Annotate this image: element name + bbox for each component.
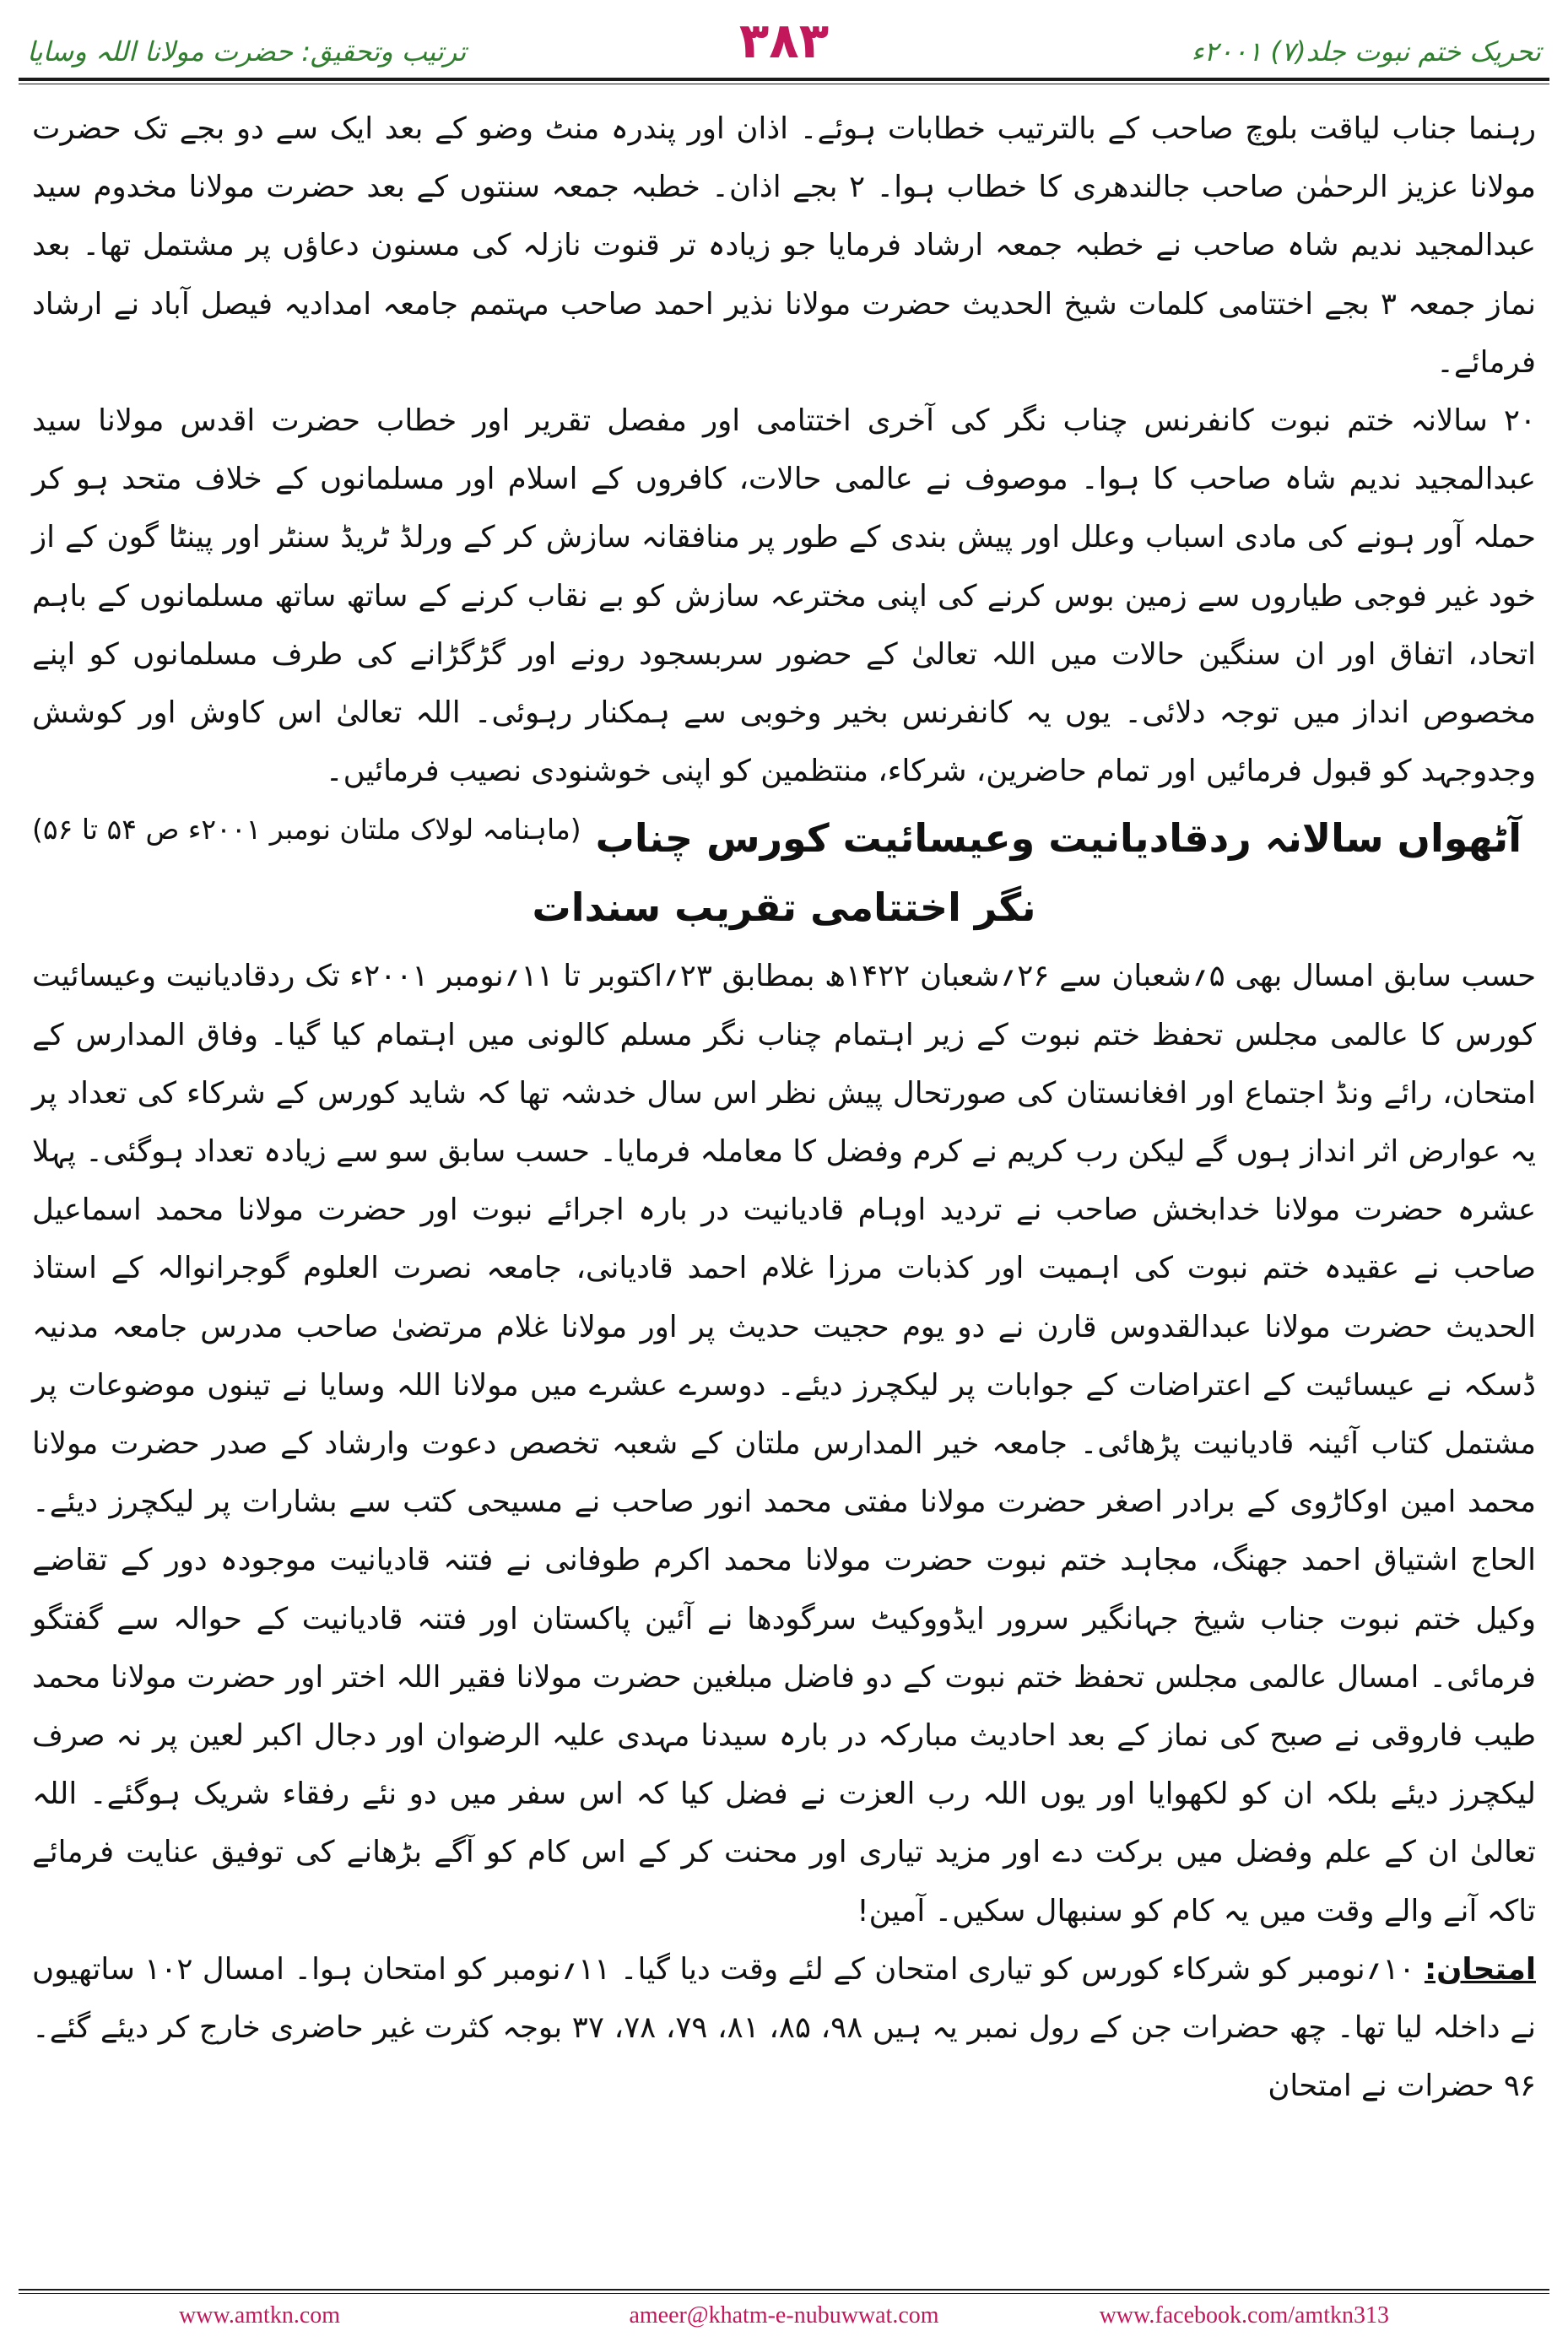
header-compiler-credit: ترتیب وتحقیق: حضرت مولانا اللہ وسایا [27,35,467,68]
footer-divider [19,2289,1549,2291]
facebook-link[interactable]: www.facebook.com/amtkn313 [1099,2302,1389,2328]
page-footer [19,2297,1549,2336]
page-body [32,100,1536,2116]
exam-label: امتحان: [1424,1951,1536,1987]
exam-paragraph [32,1940,1536,2116]
paragraph-text: ۲۰ سالانہ ختم نبوت کانفرنس چناب نگر کی آخری اختتامی اور مفصل تقریر اور خطاب حضرت اقدس مولانا سید عبدالمجید ندیم شاہ صاحب کا ہوا۔ موصوف نے عالمی حالات، کافروں کے اسلام اور مسلمانوں کے خلاف متحد ہو کر حملہ آور ہونے کی مادی اسباب وعلل اور پیش بندی کے طور پر منافقانہ سازش کر کے ورلڈ ٹریڈ سنٹر اور پینٹا گون کے از خود غیر فوجی طیاروں سے زمین بوس کرنے کی اپنی مخترعہ سازش کو بے نقاب کرنے کے ساتھ ساتھ مسلمانوں کے باہم اتحاد، اتفاق اور ان سنگین حالات میں اللہ تعالیٰ کے حضور سربسجود رونے اور گڑگڑانے کی طرف مسلمانوں کو اپنے مخصوص انداز میں توجہ دلائی۔ یوں یہ کانفرنس بخیر وخوبی سے ہمکنار رہوئی۔ اللہ تعالیٰ اس کاوش اور کوشش وجدوجہد کو قبول فرمائیں اور تمام حاضرین، شرکاء، منتظمین کو اپنی خوشنودی نصیب فرمائیں۔ [32,403,1536,789]
source-citation: (ماہنامہ لولاک ملتان نومبر ۲۰۰۱ء ص ۵۴ تا ۵۶) [32,813,581,846]
body-paragraph [32,392,1536,846]
footer-divider-thin [19,2293,1549,2294]
header-divider [19,78,1549,81]
body-paragraph: حسب سابق امسال بھی ۵؍شعبان سے ۲۶؍شعبان ۱۴۲۲ھ بمطابق ۲۳؍اکتوبر تا ۱۱؍نومبر ۲۰۰۱ء تک ردقادیانیت وعیسائیت کورس کا عالمی مجلس تحفظ ختم نبوت کے زیر اہتمام چناب نگر مسلم کالونی میں اہتمام کیا گیا۔ وفاق المدارس کے امتحان، رائے ونڈ اجتماع اور افغانستان کی صورتحال پیش نظر اس سال خدشہ تھا کہ شاید کورس کے شرکاء کی تعداد پر یہ عوارض اثر انداز ہوں گے لیکن رب کریم نے کرم وفضل کا معاملہ فرمایا۔ حسب سابق سو سے زیادہ تعداد ہوگئی۔ پہلا عشرہ حضرت مولانا خدابخش صاحب نے تردید اوہام قادیانیت در بارہ اجرائے نبوت اور حضرت مولانا محمد اسماعیل صاحب نے عقیدہ ختم نبوت کی اہمیت اور کذبات مرزا غلام احمد قادیانی، جامعہ نصرت العلوم گوجرانوالہ کے استاذ الحدیث حضرت مولانا عبدالقدوس قارن نے دو یوم حجیت حدیث پر اور مولانا غلام مرتضیٰ صاحب مدرس جامعہ مدنیہ ڈسکہ نے عیسائیت کے اعتراضات کے جوابات پر لیکچرز دیئے۔ دوسرے عشرے میں مولانا اللہ وسایا نے تینوں موضوعات پر مشتمل کتاب آئینہ قادیانیت پڑھائی۔ جامعہ خیر المدارس ملتان کے شعبہ تخصص دعوت وارشاد کے صدر حضرت مولانا محمد امین اوکاڑوی کے برادر اصغر حضرت مولانا مفتی محمد انور صاحب نے مسیحی کتب سے بشارات پر لیکچرز دیئے۔ الحاج اشتیاق احمد جھنگ، مجاہد ختم نبوت حضرت مولانا محمد اکرم طوفانی نے فتنہ قادیانیت موجودہ دور کے تقاضے وکیل ختم نبوت جناب شیخ جہانگیر سرور ایڈووکیٹ سرگودھا نے آئین پاکستان اور فتنہ قادیانیت کے حوالہ سے گفتگو فرمائی۔ امسال عالمی مجلس تحفظ ختم نبوت کے دو فاضل مبلغین حضرت مولانا فقیر اللہ اختر اور حضرت مولانا محمد طیب فاروقی نے صبح کی نماز کے بعد احادیث مبارکہ در بارہ سیدنا مہدی علیہ الرضوان اور دجال اکبر لعین پر نہ صرف لیکچرز دیئے بلکہ ان کو لکھوایا اور یوں اللہ رب العزت نے فضل کیا کہ اس سفر میں دو نئے رفقاء شریک ہوگئے۔ اللہ تعالیٰ ان کے علم وفضل میں برکت دے اور مزید تیاری اور محنت کر کے اس کام کو آگے بڑھانے کی توفیق عنایت فرمائے تاکہ آنے والے وقت میں یہ کام کو سنبھال سکیں۔ آمین! [32,959,1537,1928]
header-book-title: تحریک ختم نبوت جلد(۷) ۲۰۰۱ء [1191,35,1541,68]
page-number: ۳۸۳ [738,12,830,69]
section-heading: آٹھواں سالانہ ردقادیانیت وعیسائیت کورس چناب نگر اختتامی تقریب سندات [532,815,1522,931]
body-paragraph: رہنما جناب لیاقت بلوچ صاحب کے بالترتیب خطابات ہوئے۔ اذان اور پندرہ منٹ وضو کے بعد ایک سے دو بجے تک حضرت مولانا عزیز الرحمٰن صاحب جالندھری کا خطاب ہوا۔ ۲ بجے اذان۔ خطبہ جمعہ سنتوں کے بعد حضرت مولانا مخدوم سید عبدالمجید ندیم شاہ صاحب نے خطبہ جمعہ ارشاد فرمایا جو زیادہ تر قنوت نازلہ کی مسنون دعاؤں پر مشتمل تھا۔ بعد نماز جمعہ ۳ بجے اختتامی کلمات شیخ الحدیث حضرت مولانا نذیر احمد صاحب مہتمم جامعہ امدادیہ فیصل آباد نے ارشاد فرمائے۔ [32,111,1536,380]
exam-text: ۱۰؍نومبر کو شرکاء کورس کو تیاری امتحان کے لئے وقت دیا گیا۔ ۱۱؍نومبر کو امتحان ہوا۔ امسال ۱۰۲ ساتھیوں نے داخلہ لیا تھا۔ چھ حضرات جن کے رول نمبر یہ ہیں ۹۸، ۸۵، ۸۱، ۷۹، ۷۸، ۳۷ بوجہ کثرت غیر حاضری خارج کر دیئے گئے۔ ۹۶ حضرات نے امتحان [32,1951,1536,2104]
website-link[interactable]: www.amtkn.com [179,2302,341,2328]
email-link[interactable]: ameer@khatm-e-nubuwwat.com [629,2302,939,2328]
page-header [19,0,1549,78]
